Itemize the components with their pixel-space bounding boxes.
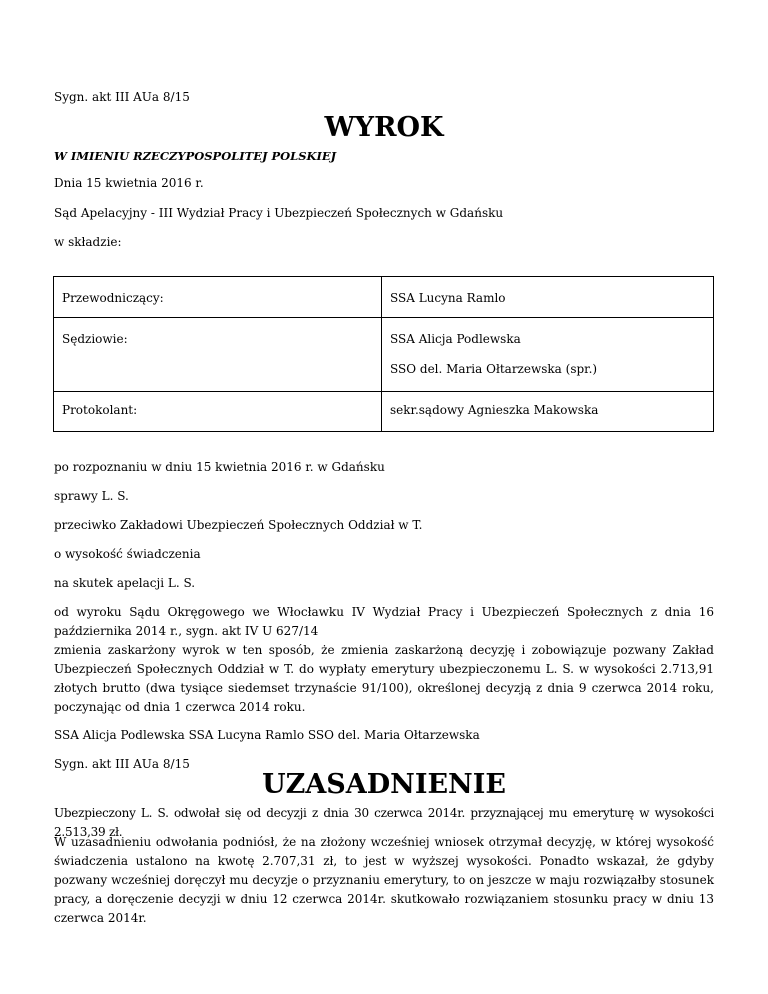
- lower-court-paragraph: od wyroku Sądu Okręgowego we Włocławku IV Wydział Pracy i Ubezpieczeń Społecznych z dnia 16 października 2014 r., sygn. akt IV U 627/14: [54, 605, 714, 638]
- composition-label: w składzie:: [54, 235, 122, 249]
- judgment-subtitle: W IMIENIU RZECZYPOSPOLITEJ POLSKIEJ: [54, 149, 337, 163]
- justification-paragraph-1: Ubezpieczony L. S. odwołał się od decyzji z dnia 30 czerwca 2014r. przyznającej mu emeryturę w wysokości 2.513,39 zł.: [54, 806, 714, 839]
- justification-paragraph-2: W uzasadnieniu odwołania podniósł, że na złożony wcześniej wniosek otrzymał decyzję, w której wysokość świadczenia ustalono na kwotę 2.707,31 zł, to jest w wyższej wysokości. Ponadto wskazał, że gdyby pozwany wcześniej doręczył mu decyzje o przyznaniu emerytury, to on jeszcze w maju rozwiązałby stosunek pracy, a doręczenie decyzji w dniu 12 czerwca 2014r. skutkowało rozwiązaniem stosunku pracy w dniu 13 czerwca 2014r.: [54, 835, 714, 925]
- judges-label: Sędziowie:: [54, 318, 382, 392]
- court-name: Sąd Apelacyjny - III Wydział Pracy i Ubezpieczeń Społecznych w Gdańsku: [54, 206, 504, 220]
- chair-value: SSA Lucyna Ramlo: [382, 277, 714, 318]
- justification-title: UZASADNIENIE: [262, 769, 506, 800]
- chair-label: Przewodniczący:: [54, 277, 382, 318]
- judgment-title: WYROK: [324, 112, 444, 143]
- judge-1: SSA Alicja Podlewska: [390, 332, 521, 346]
- judge-2: SSO del. Maria Ołtarzewska (spr.): [390, 362, 598, 376]
- appeal-line: na skutek apelacji L. S.: [54, 576, 196, 590]
- panel-row-chair: [54, 277, 714, 318]
- judges-value: [382, 318, 714, 392]
- clerk-value: sekr.sądowy Agnieszka Makowska: [382, 392, 714, 432]
- subject-line: o wysokość świadczenia: [54, 547, 201, 561]
- signatures-line: SSA Alicja Podlewska SSA Lucyna Ramlo SSO del. Maria Ołtarzewska: [54, 728, 480, 742]
- panel-row-clerk: [54, 392, 714, 432]
- panel-table: [53, 276, 714, 432]
- ruling-paragraph: zmienia zaskarżony wyrok w ten sposób, że zmienia zaskarżoną decyzję i zobowiązuje pozwany Zakład Ubezpieczeń Społecznych Oddział w T. do wypłaty emerytury ubezpieczonemu L. S. w wysokości 2.713,91 złotych brutto (dwa tysiące siedemset trzynaście 91/100), określonej decyzją z dnia 9 czerwca 2014 roku, poczynając od dnia 1 czerwca 2014 roku.: [54, 643, 714, 714]
- case-signature: Sygn. akt III AUa 8/15: [54, 90, 190, 104]
- proceedings-line: po rozpoznaniu w dniu 15 kwietnia 2016 r. w Gdańsku: [54, 460, 385, 474]
- judgment-date: Dnia 15 kwietnia 2016 r.: [54, 176, 204, 190]
- case-party-line: sprawy L. S.: [54, 489, 129, 503]
- defendant-line: przeciwko Zakładowi Ubezpieczeń Społecznych Oddział w T.: [54, 518, 423, 532]
- clerk-label: Protokolant:: [54, 392, 382, 432]
- panel-row-judges: [54, 318, 714, 392]
- case-signature-2: Sygn. akt III AUa 8/15: [54, 757, 190, 771]
